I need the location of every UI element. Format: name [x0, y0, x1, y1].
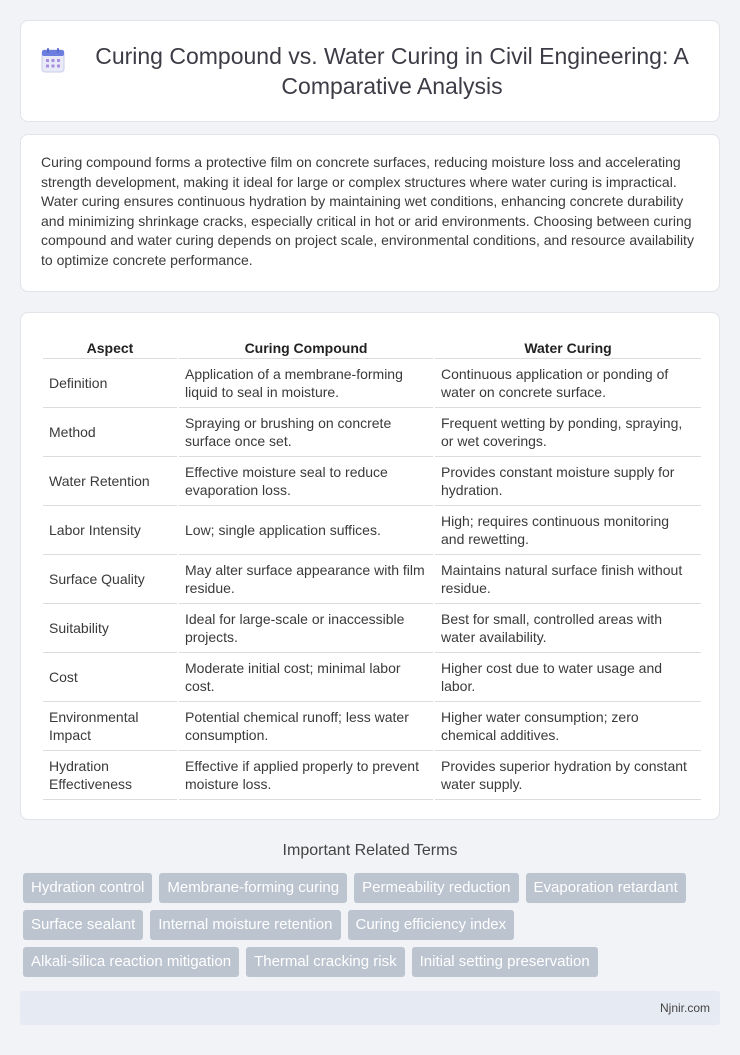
related-terms-heading: Important Related Terms [282, 842, 458, 859]
row-curing-compound: May alter surface appearance with film residue. [179, 555, 433, 604]
calendar-icon [41, 47, 65, 73]
row-curing-compound: Effective moisture seal to reduce evaporation loss. [179, 457, 433, 506]
row-aspect: Definition [43, 359, 177, 408]
related-term-tag[interactable]: Evaporation retardant [526, 873, 686, 903]
table-row [43, 702, 701, 751]
row-water-curing: Frequent wetting by ponding, spraying, or wet coverings. [435, 408, 701, 457]
row-curing-compound: Spraying or brushing on concrete surface once set. [179, 408, 433, 457]
table-row [43, 604, 701, 653]
related-terms-list [23, 873, 723, 977]
row-aspect: Suitability [43, 604, 177, 653]
row-curing-compound: Effective if applied properly to prevent moisture loss. [179, 751, 433, 800]
row-water-curing: High; requires continuous monitoring and rewetting. [435, 506, 701, 555]
page-title: Curing Compound vs. Water Curing in Civil Engineering: A Comparative Analysis [95, 43, 689, 99]
row-curing-compound: Ideal for large-scale or inaccessible projects. [179, 604, 433, 653]
table-row [43, 457, 701, 506]
row-water-curing: Provides constant moisture supply for hydration. [435, 457, 701, 506]
row-water-curing: Provides superior hydration by constant water supply. [435, 751, 701, 800]
title-card [20, 20, 720, 122]
comparison-table [41, 333, 703, 800]
row-water-curing: Continuous application or ponding of water on concrete surface. [435, 359, 701, 408]
row-aspect: Cost [43, 653, 177, 702]
related-term-tag[interactable]: Curing efficiency index [348, 910, 515, 940]
row-water-curing: Best for small, controlled areas with water availability. [435, 604, 701, 653]
row-curing-compound: Potential chemical runoff; less water consumption. [179, 702, 433, 751]
table-row [43, 555, 701, 604]
row-aspect: Labor Intensity [43, 506, 177, 555]
summary-card [20, 134, 720, 292]
related-term-tag[interactable]: Alkali-silica reaction mitigation [23, 947, 239, 977]
row-water-curing: Higher water consumption; zero chemical additives. [435, 702, 701, 751]
row-water-curing: Higher cost due to water usage and labor. [435, 653, 701, 702]
table-row [43, 751, 701, 800]
row-curing-compound: Moderate initial cost; minimal labor cost. [179, 653, 433, 702]
related-term-tag[interactable]: Permeability reduction [354, 873, 518, 903]
table-row [43, 359, 701, 408]
related-term-tag[interactable]: Internal moisture retention [150, 910, 340, 940]
related-term-tag[interactable]: Hydration control [23, 873, 152, 903]
comparison-table-card [20, 312, 720, 820]
table-row [43, 506, 701, 555]
footer-site-link[interactable]: Njnir.com [659, 1001, 710, 1015]
table-row [43, 408, 701, 457]
row-aspect: Method [43, 408, 177, 457]
table-header-row [43, 333, 701, 359]
row-water-curing: Maintains natural surface finish without residue. [435, 555, 701, 604]
table-row [43, 653, 701, 702]
row-aspect: Water Retention [43, 457, 177, 506]
header-curing-compound: Curing Compound [179, 333, 433, 359]
row-curing-compound: Application of a membrane-forming liquid to seal in moisture. [179, 359, 433, 408]
footer [20, 991, 720, 1025]
related-term-tag[interactable]: Thermal cracking risk [246, 947, 405, 977]
header-aspect: Aspect [43, 333, 177, 359]
summary-paragraph: Curing compound forms a protective film on concrete surfaces, reducing moisture loss and accelerating strength development, making it ideal for large or complex structures where water curing is impractical. Water curing ensures continuous hydration by maintaining wet conditions, enhancing concrete durability and minimizing shrinkage cracks, especially critical in hot or arid environments. Choosing between curing compound and water curing depends on project scale, environmental conditions, and resource availability to optimize concrete performance. [41, 154, 694, 268]
related-term-tag[interactable]: Membrane-forming curing [159, 873, 347, 903]
row-aspect: Surface Quality [43, 555, 177, 604]
related-term-tag[interactable]: Surface sealant [23, 910, 143, 940]
row-aspect: Hydration Effectiveness [43, 751, 177, 800]
header-water-curing: Water Curing [435, 333, 701, 359]
related-term-tag[interactable]: Initial setting preservation [412, 947, 598, 977]
row-aspect: Environmental Impact [43, 702, 177, 751]
row-curing-compound: Low; single application suffices. [179, 506, 433, 555]
